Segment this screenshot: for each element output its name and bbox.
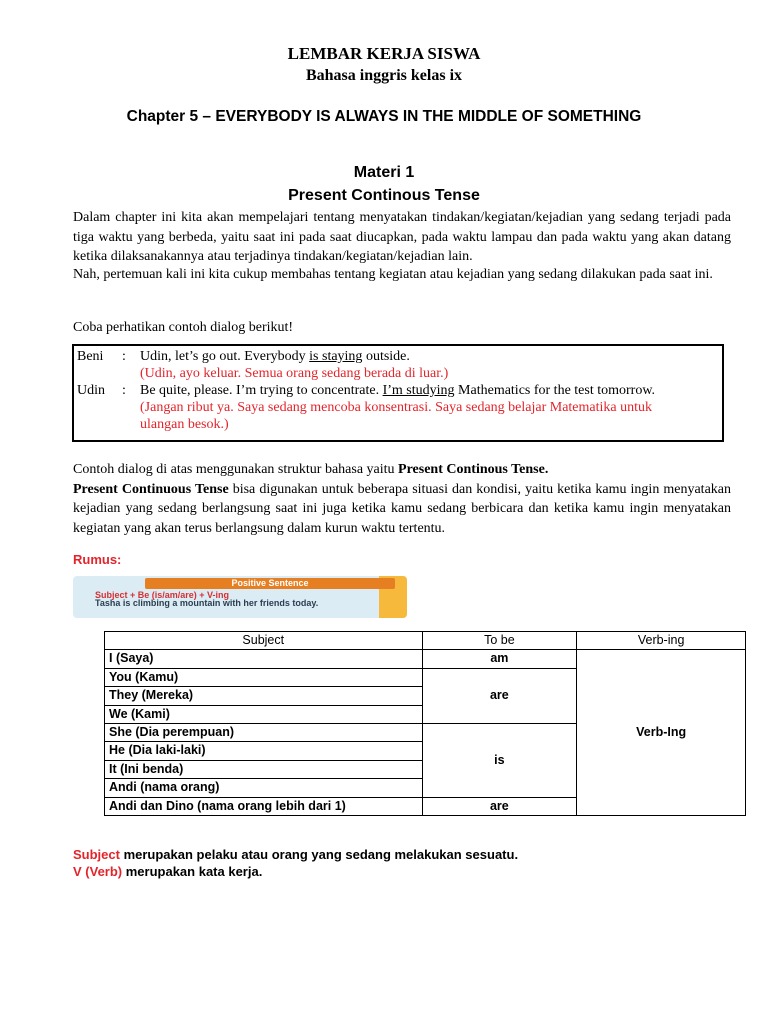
explanation-paragraph [73, 460, 731, 538]
intro-instruction: Coba perhatikan contoh dialog berikut! [73, 320, 294, 335]
dialog-underlined-verb: I’m studying [382, 383, 455, 398]
subject-cell: Andi (nama orang) [105, 779, 423, 797]
table-row [105, 650, 746, 668]
tense-table [104, 631, 746, 816]
dialog-translation-udin-1: (Jangan ribut ya. Saya sedang mencoba konsentrasi. Saya sedang belajar Matematika untuk [140, 400, 653, 415]
subject-cell: I (Saya) [105, 650, 423, 668]
worksheet-title: LEMBAR KERJA SISWA [287, 44, 481, 63]
rumus-label: Rumus: [73, 552, 122, 567]
speaker-beni: Beni [77, 349, 104, 364]
header-subject: Subject [105, 632, 423, 650]
subject-definition [73, 847, 518, 862]
table-header-row [105, 632, 746, 650]
subject-cell: You (Kamu) [105, 668, 423, 686]
definition-term: V (Verb) [73, 864, 123, 879]
definition-text: merupakan kata kerja. [122, 864, 263, 879]
explanation-text: bisa digunakan untuk beberapa situasi dan kondisi, yaitu ketika kamu ingin menyatakan kejadian yang sedang berlangsung saat ini juga ketika kamu sedang berbicara dan ketika kamu ingin menyatakan kegiatan yang akan terus berlangsung dalam kurun waktu tertentu. [73, 481, 732, 536]
header-verb: Verb-ing [577, 632, 746, 650]
subject-cell: It (Ini benda) [105, 760, 423, 778]
explanation-text: Contoh dialog di atas menggunakan struktur bahasa yaitu [73, 462, 399, 477]
banner-formula: Subject + Be (is/am/are) + V-ing [95, 590, 230, 600]
dialog-text: Udin, let’s go out. Everybody [140, 349, 310, 364]
worksheet-subtitle: Bahasa inggris kelas ix [305, 67, 463, 84]
tobe-cell: is [422, 724, 577, 798]
dialog-line-beni [140, 348, 720, 365]
tobe-cell: are [422, 668, 577, 723]
definition-text: merupakan pelaku atau orang yang sedang melakukan sesuatu. [119, 847, 519, 862]
dialog-text: Mathematics for the test tomorrow. [454, 383, 656, 398]
tobe-cell: am [422, 650, 577, 668]
verb-cell: Verb-Ing [577, 650, 746, 816]
subject-cell: Andi dan Dino (nama orang lebih dari 1) [105, 797, 423, 815]
tobe-cell: are [422, 797, 577, 815]
dialog-translation-beni: (Udin, ayo keluar. Semua orang sedang berada di luar.) [140, 366, 449, 381]
speaker-colon: : [122, 349, 126, 364]
dialog-line-udin [140, 382, 720, 399]
banner-title: Positive Sentence [145, 578, 395, 589]
header-tobe: To be [422, 632, 577, 650]
explanation-bold-term: Present Continuous Tense [73, 481, 229, 497]
explanation-bold-term: Present Continous Tense. [398, 462, 549, 477]
subject-cell: We (Kami) [105, 705, 423, 723]
dialog-translation-udin-2: ulangan besok.) [140, 417, 229, 432]
definition-term: Subject [73, 847, 120, 862]
dialog-underlined-verb: is staying [309, 349, 363, 364]
subject-cell: They (Mereka) [105, 687, 423, 705]
chapter-heading: Chapter 5 – EVERYBODY IS ALWAYS IN THE MIDDLE OF SOMETHING [126, 108, 642, 125]
dialog-text: Be quite, please. I’m trying to concentrate. [140, 383, 383, 398]
banner-example: Tasha is climbing a mountain with her friends today. [95, 598, 319, 608]
subject-cell: He (Dia laki-laki) [105, 742, 423, 760]
verb-definition [73, 864, 262, 879]
topic-heading: Present Continous Tense [288, 187, 480, 204]
intro-paragraph-1: Dalam chapter ini kita akan mempelajari tentang menyatakan tindakan/kegiatan/kejadian yang sedang terjadi pada tiga waktu yang berbeda, yaitu saat ini pada saat diucapkan, pada waktu lampau dan pada waktu yang akan datang ketika dilaksanakannya atau terjadinya tindakan/kegiatan/kejadian lain. [73, 210, 731, 265]
dialog-text: outside. [362, 349, 410, 364]
subject-cell: She (Dia perempuan) [105, 724, 423, 742]
intro-paragraph-2: Nah, pertemuan kali ini kita cukup membahas tentang kegiatan atau kejadian yang sedang dilakukan pada saat ini. [73, 267, 713, 282]
dialog-box [72, 344, 724, 442]
speaker-colon: : [122, 383, 126, 398]
formula-banner-image [73, 576, 407, 618]
speaker-udin: Udin [77, 383, 105, 398]
materi-heading: Materi 1 [353, 164, 415, 181]
